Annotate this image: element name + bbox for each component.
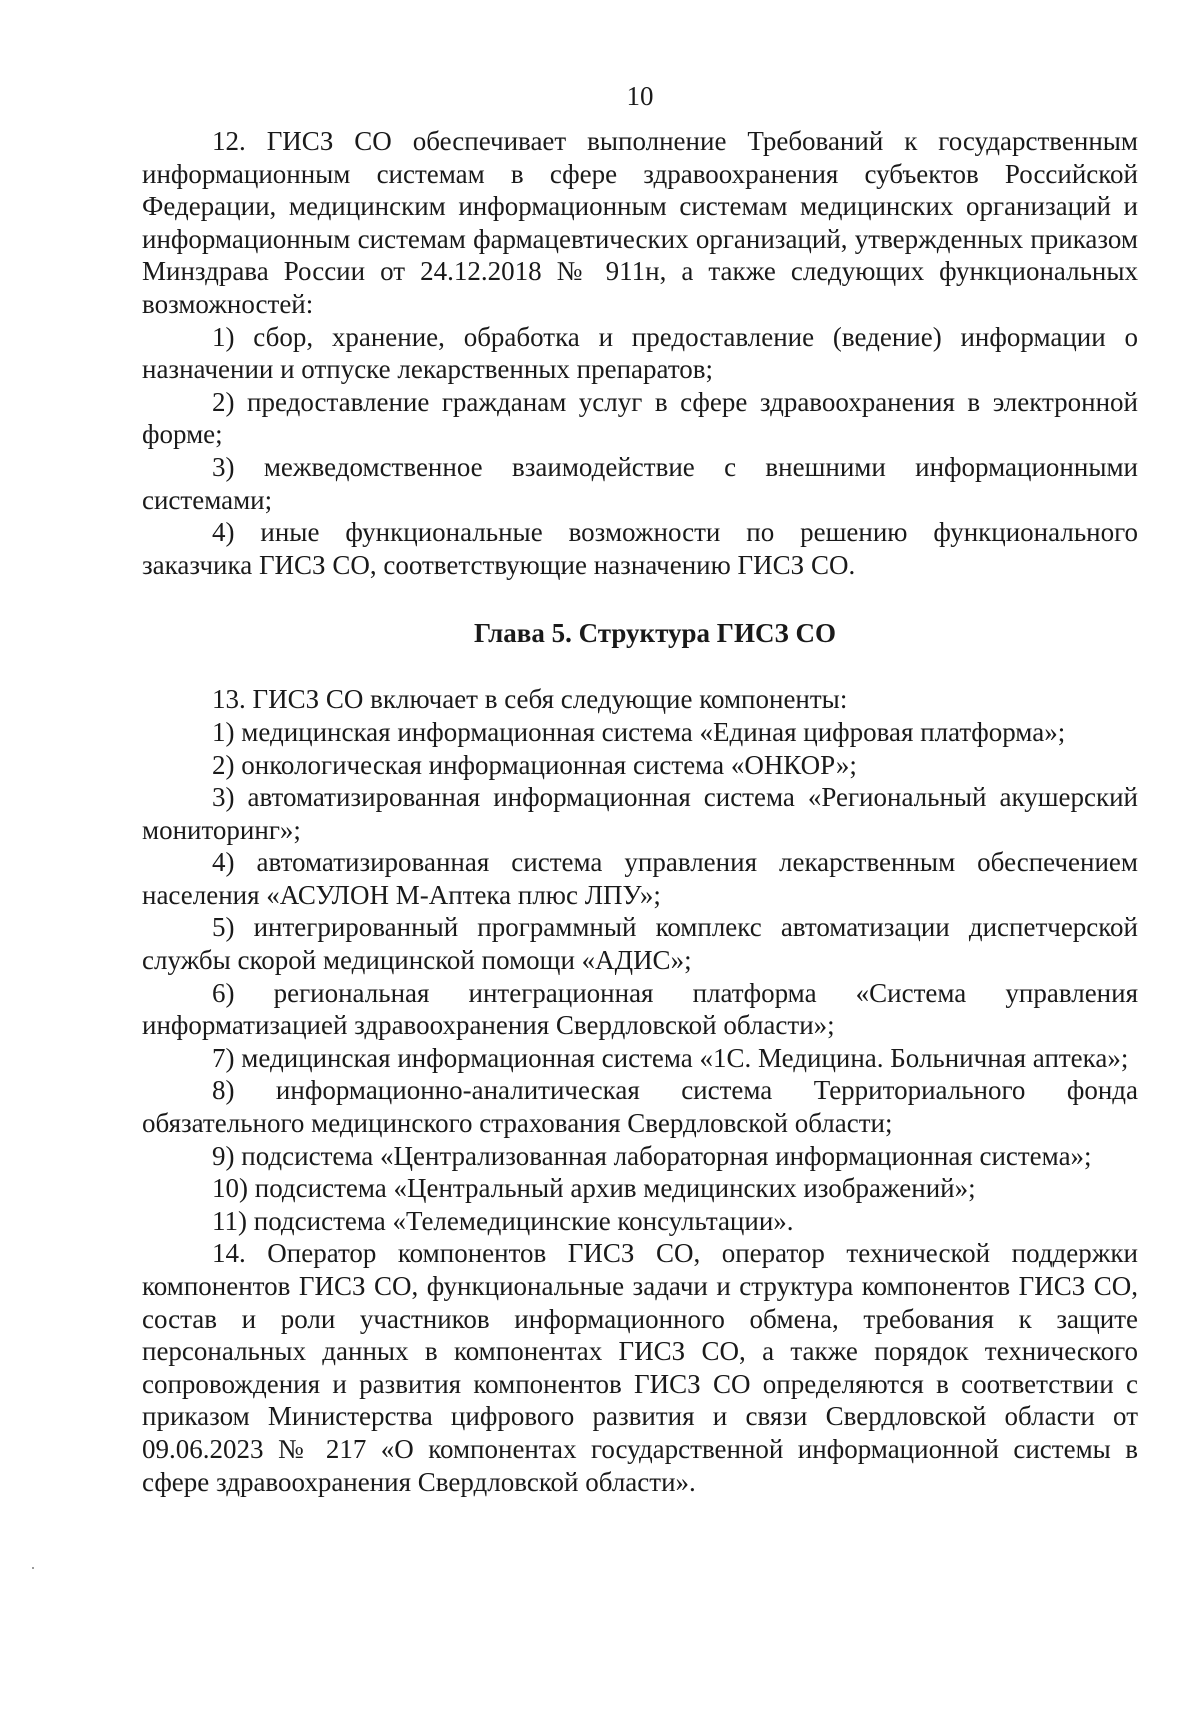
document-body xyxy=(142,125,1138,1498)
component-item-1: 1) медицинская информационная система «Единая цифровая платформа»; xyxy=(212,716,1066,747)
list-item-1: 1) сбор, хранение, обработка и предоставление (ведение) информации о назначении и отпуске лекарственных препаратов; xyxy=(142,321,1138,385)
list-item-3: 3) межведомственное взаимодействие с внешними информационными системами; xyxy=(142,451,1138,515)
component-item-3: 3) автоматизированная информационная система «Региональный акушерский мониторинг»; xyxy=(142,782,1138,845)
paragraph-14: 14. Оператор компонентов ГИСЗ СО, оператор технической поддержки компонентов ГИСЗ СО, функциональные задачи и структура компонентов ГИСЗ СО, состав и роли участников информационного обмена, требования к защите персональных данных в компонентах ГИСЗ СО, а также порядок технического сопровождения и развития компонентов ГИСЗ СО определяются в соответствии с приказом Министерства цифрового развития и связи Свердловской области от 09.06.2023 № 217 «О компонентах государственной информационной системы в сфере здравоохранения Свердловской области». xyxy=(142,1238,1138,1497)
list-item-4: 4) иные функциональные возможности по решению функционального заказчика ГИСЗ СО, соответствующие назначению ГИСЗ СО. xyxy=(142,517,1138,580)
list-item-2: 2) предоставление гражданам услуг в сфере здравоохранения в электронной форме; xyxy=(142,386,1138,450)
component-item-4: 4) автоматизированная система управления лекарственным обеспечением населения «АСУЛОН М-Аптека плюс ЛПУ»; xyxy=(142,847,1138,910)
paragraph-12: 12. ГИСЗ СО обеспечивает выполнение Требований к государственным информационным системам в сфере здравоохранения субъектов Российской Федерации, медицинским информационным системам медицинских организаций и информационным системам фармацевтических организаций, утвержденных приказом Минздрава России от 24.12.2018 № 911н, а также следующих функциональных возможностей: xyxy=(142,126,1138,319)
component-item-7: 7) медицинская информационная система «1С. Медицина. Больничная аптека»; xyxy=(212,1042,1129,1073)
component-item-10: 10) подсистема «Центральный архив медицинских изображений»; xyxy=(212,1173,976,1204)
component-item-2: 2) онкологическая информационная система «ОНКОР»; xyxy=(212,749,857,780)
component-item-5: 5) интегрированный программный комплекс автоматизации диспетчерской службы скорой медицинской помощи «АДИС»; xyxy=(142,912,1138,976)
component-item-6: 6) региональная интеграционная платформа «Система управления информатизацией здравоохранения Свердловской области»; xyxy=(142,977,1138,1041)
scan-speck xyxy=(32,1567,34,1569)
paragraph-13: 13. ГИСЗ СО включает в себя следующие компоненты: xyxy=(212,684,848,715)
component-item-8: 8) информационно-аналитическая система Территориального фонда обязательного медицинского страхования Свердловской области; xyxy=(142,1075,1138,1139)
page-number: 10 xyxy=(626,81,654,111)
chapter-heading: Глава 5. Структура ГИСЗ СО xyxy=(474,618,836,649)
component-item-9: 9) подсистема «Централизованная лабораторная информационная система»; xyxy=(212,1140,1092,1171)
component-item-11: 11) подсистема «Телемедицинские консультации». xyxy=(212,1205,794,1236)
